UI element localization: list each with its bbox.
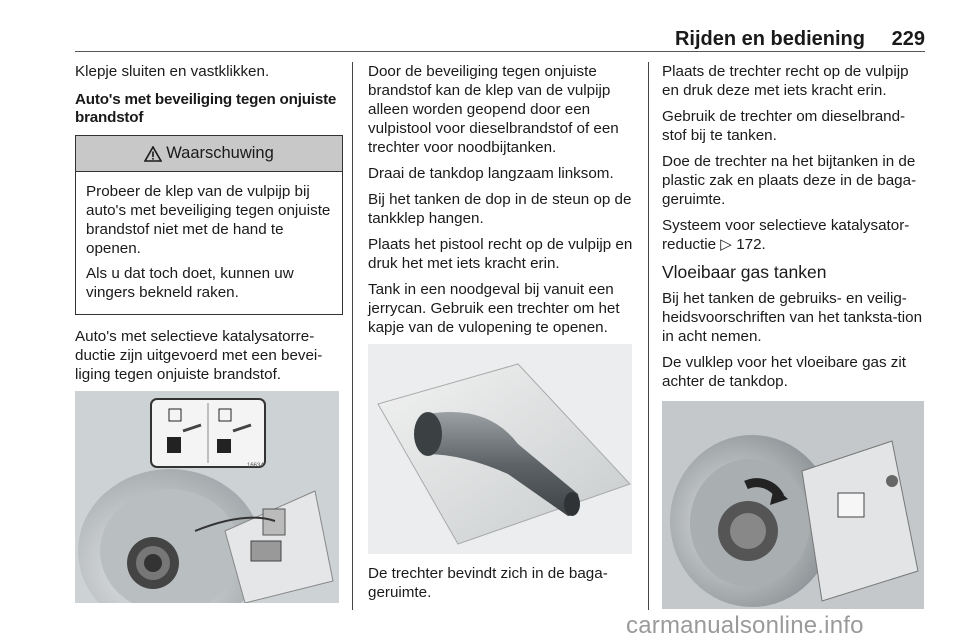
- fuel-flap-illustration: [75, 391, 339, 603]
- paragraph: Bij het tanken de gebruiks- en veilig-heidsvoorschriften van het tanksta-tion in acht nemen.: [662, 290, 923, 345]
- warning-body: [76, 172, 342, 314]
- fuel-filler-image: [75, 391, 339, 603]
- warning-text: Als u dat toch doet, kunnen uw vingers bekneld raken.: [86, 265, 294, 301]
- paragraph: Plaats het pistool recht op de vulpijp en druk het met iets kracht erin.: [368, 236, 633, 272]
- paragraph: Draai de tankdop langzaam linksom.: [368, 165, 614, 182]
- lpg-filler-illustration: [662, 401, 924, 609]
- warning-triangle-icon: [144, 146, 162, 162]
- warning-header: [76, 136, 342, 172]
- page-number: 229: [891, 28, 925, 50]
- paragraph: Klepje sluiten en vastklikken.: [75, 63, 270, 80]
- warning-text: Probeer de klep van de vulpijp bij auto's met beveiliging tegen onjuiste brandstof niet met de hand te openen.: [86, 183, 331, 257]
- paragraph: Bij het tanken de dop in de steun op de tankklep hangen.: [368, 191, 632, 227]
- watermark: carmanualsonline.info: [626, 612, 864, 639]
- lpg-filler-image: [662, 401, 924, 609]
- column-divider: [352, 62, 353, 610]
- paragraph: Plaats de trechter recht op de vulpijp en druk deze met iets kracht erin.: [662, 63, 909, 99]
- column-middle: [368, 62, 636, 609]
- reference-text: Systeem voor selectieve katalysator-reductie: [662, 217, 910, 253]
- page-header: [75, 26, 925, 52]
- paragraph: Systeem voor selectieve katalysator-reductie ▷ 172.: [662, 217, 910, 253]
- paragraph: Doe de trechter na het bijtanken in de plastic zak en plaats deze in de baga-geruimte.: [662, 153, 917, 208]
- paragraph: Tank in een noodgeval bij vanuit een jerrycan. Gebruik een trechter om het kapje van de vulopening te openen.: [368, 281, 620, 336]
- warning-box: [75, 135, 343, 315]
- subheading: Auto's met beveiliging tegen onjuiste brandstof: [75, 91, 337, 126]
- paragraph: Door de beveiliging tegen onjuiste brandstof kan de klep van de vulpijp alleen worden geopend door een vulpistool voor dieselbrandstof of een trechter voor noodbijtanken.: [368, 63, 619, 156]
- section-title: Rijden en bediening: [674, 28, 865, 50]
- paragraph: De vulklep voor het vloeibare gas zit achter de tankdop.: [662, 354, 906, 390]
- page-reference-arrow-icon: ▷: [720, 236, 732, 253]
- figure-id: 16634: [247, 463, 264, 469]
- column-right: [662, 62, 927, 609]
- paragraph: Gebruik de trechter om dieselbrand-stof bij te tanken.: [662, 108, 906, 144]
- paragraph: De trechter bevindt zich in de baga-geruimte.: [368, 565, 608, 601]
- column-divider: [648, 62, 649, 610]
- section-heading: Vloeibaar gas tanken: [662, 262, 827, 282]
- funnel-illustration: [368, 344, 632, 554]
- funnel-image: [368, 344, 632, 554]
- warning-title: Waarschuwing: [166, 144, 274, 162]
- paragraph: Auto's met selectieve katalysatorre-ductie zijn uitgevoerd met een bevei-liging tegen onjuiste brandstof.: [75, 328, 323, 383]
- page-reference-link[interactable]: 172: [736, 236, 762, 253]
- column-left: [75, 62, 343, 603]
